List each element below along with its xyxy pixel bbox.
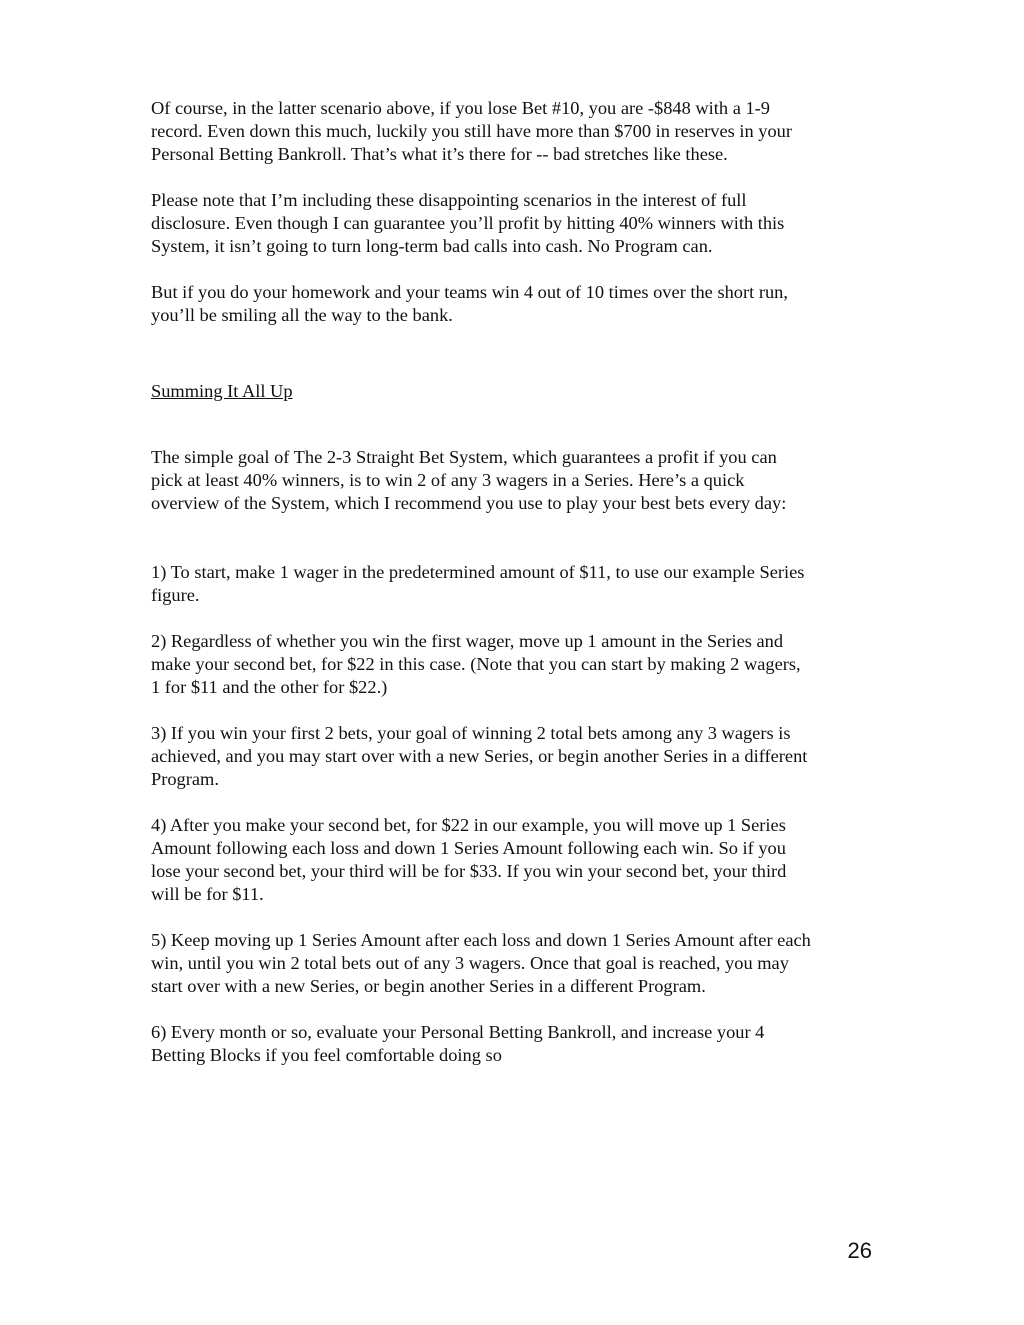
summary-paragraph: The simple goal of The 2-3 Straight Bet System, which guarantees a profit if you can pick at least 40% winners, is to win 2 of any 3 wagers in a Series. Here’s a quick overview of the System, which I recommend you use to play your best bets every day:	[151, 447, 787, 513]
step-1: 1) To start, make 1 wager in the predetermined amount of $11, to use our example Series figure.	[151, 562, 805, 605]
step-5: 5) Keep moving up 1 Series Amount after each loss and down 1 Series Amount after each win, until you win 2 total bets out of any 3 wagers. Once that goal is reached, you may start over with a new Series, or begin another Series in a different Program.	[151, 930, 811, 996]
step-3: 3) If you win your first 2 bets, your goal of winning 2 total bets among any 3 wagers is achieved, and you may start over with a new Series, or begin another Series in a different Program.	[151, 723, 808, 789]
step-4: 4) After you make your second bet, for $22 in our example, you will move up 1 Series Amount following each loss and down 1 Series Amount following each win. So if you lose your second bet, your third will be for $33. If you win your second bet, your third will be for $11.	[151, 815, 787, 904]
intro-paragraph-1: Of course, in the latter scenario above, if you lose Bet #10, you are -$848 with a 1-9 record. Even down this much, luckily you still have more than $700 in reserves in your Personal Betting Bankroll. That’s what it’s there for -- bad stretches like these.	[151, 98, 792, 164]
page-number: 26	[847, 1238, 872, 1263]
step-6: 6) Every month or so, evaluate your Personal Betting Bankroll, and increase your 4 Betting Blocks if you feel comfortable doing so	[151, 1022, 765, 1065]
section-heading: Summing It All Up	[151, 381, 293, 401]
document-page	[151, 97, 881, 1067]
intro-paragraph-3: But if you do your homework and your teams win 4 out of 10 times over the short run, you’ll be smiling all the way to the bank.	[151, 282, 788, 325]
intro-paragraph-2: Please note that I’m including these disappointing scenarios in the interest of full disclosure. Even though I can guarantee you’ll profit by hitting 40% winners with this System, it isn’t going to turn long-term bad calls into cash. No Program can.	[151, 190, 785, 256]
step-2: 2) Regardless of whether you win the first wager, move up 1 amount in the Series and make your second bet, for $22 in this case. (Note that you can start by making 2 wagers, 1 for $11 and the other for $22.)	[151, 631, 801, 697]
